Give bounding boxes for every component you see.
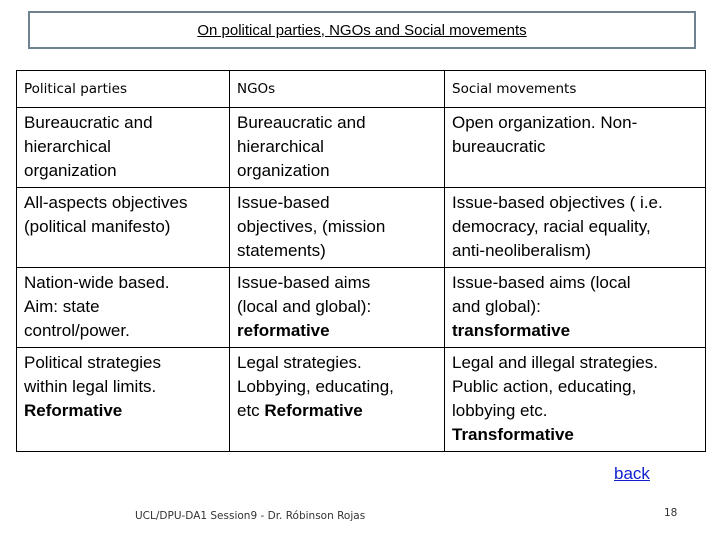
title-box — [28, 11, 696, 49]
footer-text: UCL/DPU-DA1 Session9 - Dr. Róbinson Rojas — [135, 510, 366, 522]
ngos-strategies-last-line — [237, 399, 437, 423]
header-political-parties: Political parties — [17, 71, 230, 108]
header-ngos: NGOs — [230, 71, 445, 108]
cell-ngos-objectives: Issue-based objectives, (mission statements) — [230, 188, 445, 268]
back-link[interactable]: back — [614, 464, 650, 483]
table-row — [17, 268, 706, 348]
cell-parties-aims: Nation-wide based. Aim: state control/power. — [17, 268, 230, 348]
cell-movements-organization: Open organization. Non- bureaucratic — [445, 108, 706, 188]
table-header-row — [17, 71, 706, 108]
cell-movements-strategies: Legal and illegal strategies. Public action, educating, lobbying etc. Transformative — [445, 348, 706, 452]
table-row — [17, 108, 706, 188]
cell-movements-aims: Issue-based aims (local and global): transformative — [445, 268, 706, 348]
cell-parties-organization: Bureaucratic and hierarchical organization — [17, 108, 230, 188]
page-number: 18 — [664, 507, 678, 519]
cell-parties-strategies: Political strategies within legal limits. Reformative — [17, 348, 230, 452]
slide-title: On political parties, NGOs and Social movements — [197, 21, 527, 39]
ngos-strategies-emphasis: Reformative — [264, 401, 363, 420]
cell-ngos-aims: Issue-based aims (local and global): reformative — [230, 268, 445, 348]
cell-parties-objectives: All-aspects objectives (political manifesto) — [17, 188, 230, 268]
header-social-movements: Social movements — [445, 71, 706, 108]
ngos-strategies-prefix: etc — [237, 401, 265, 420]
cell-ngos-strategies: Legal strategies. Lobbying, educating, etc Reformative — [230, 348, 445, 452]
table-row — [17, 348, 706, 452]
cell-movements-objectives: Issue-based objectives ( i.e. democracy, racial equality, anti-neoliberalism) — [445, 188, 706, 268]
table-row — [17, 188, 706, 268]
cell-ngos-organization: Bureaucratic and hierarchical organization — [230, 108, 445, 188]
comparison-table — [16, 70, 706, 452]
